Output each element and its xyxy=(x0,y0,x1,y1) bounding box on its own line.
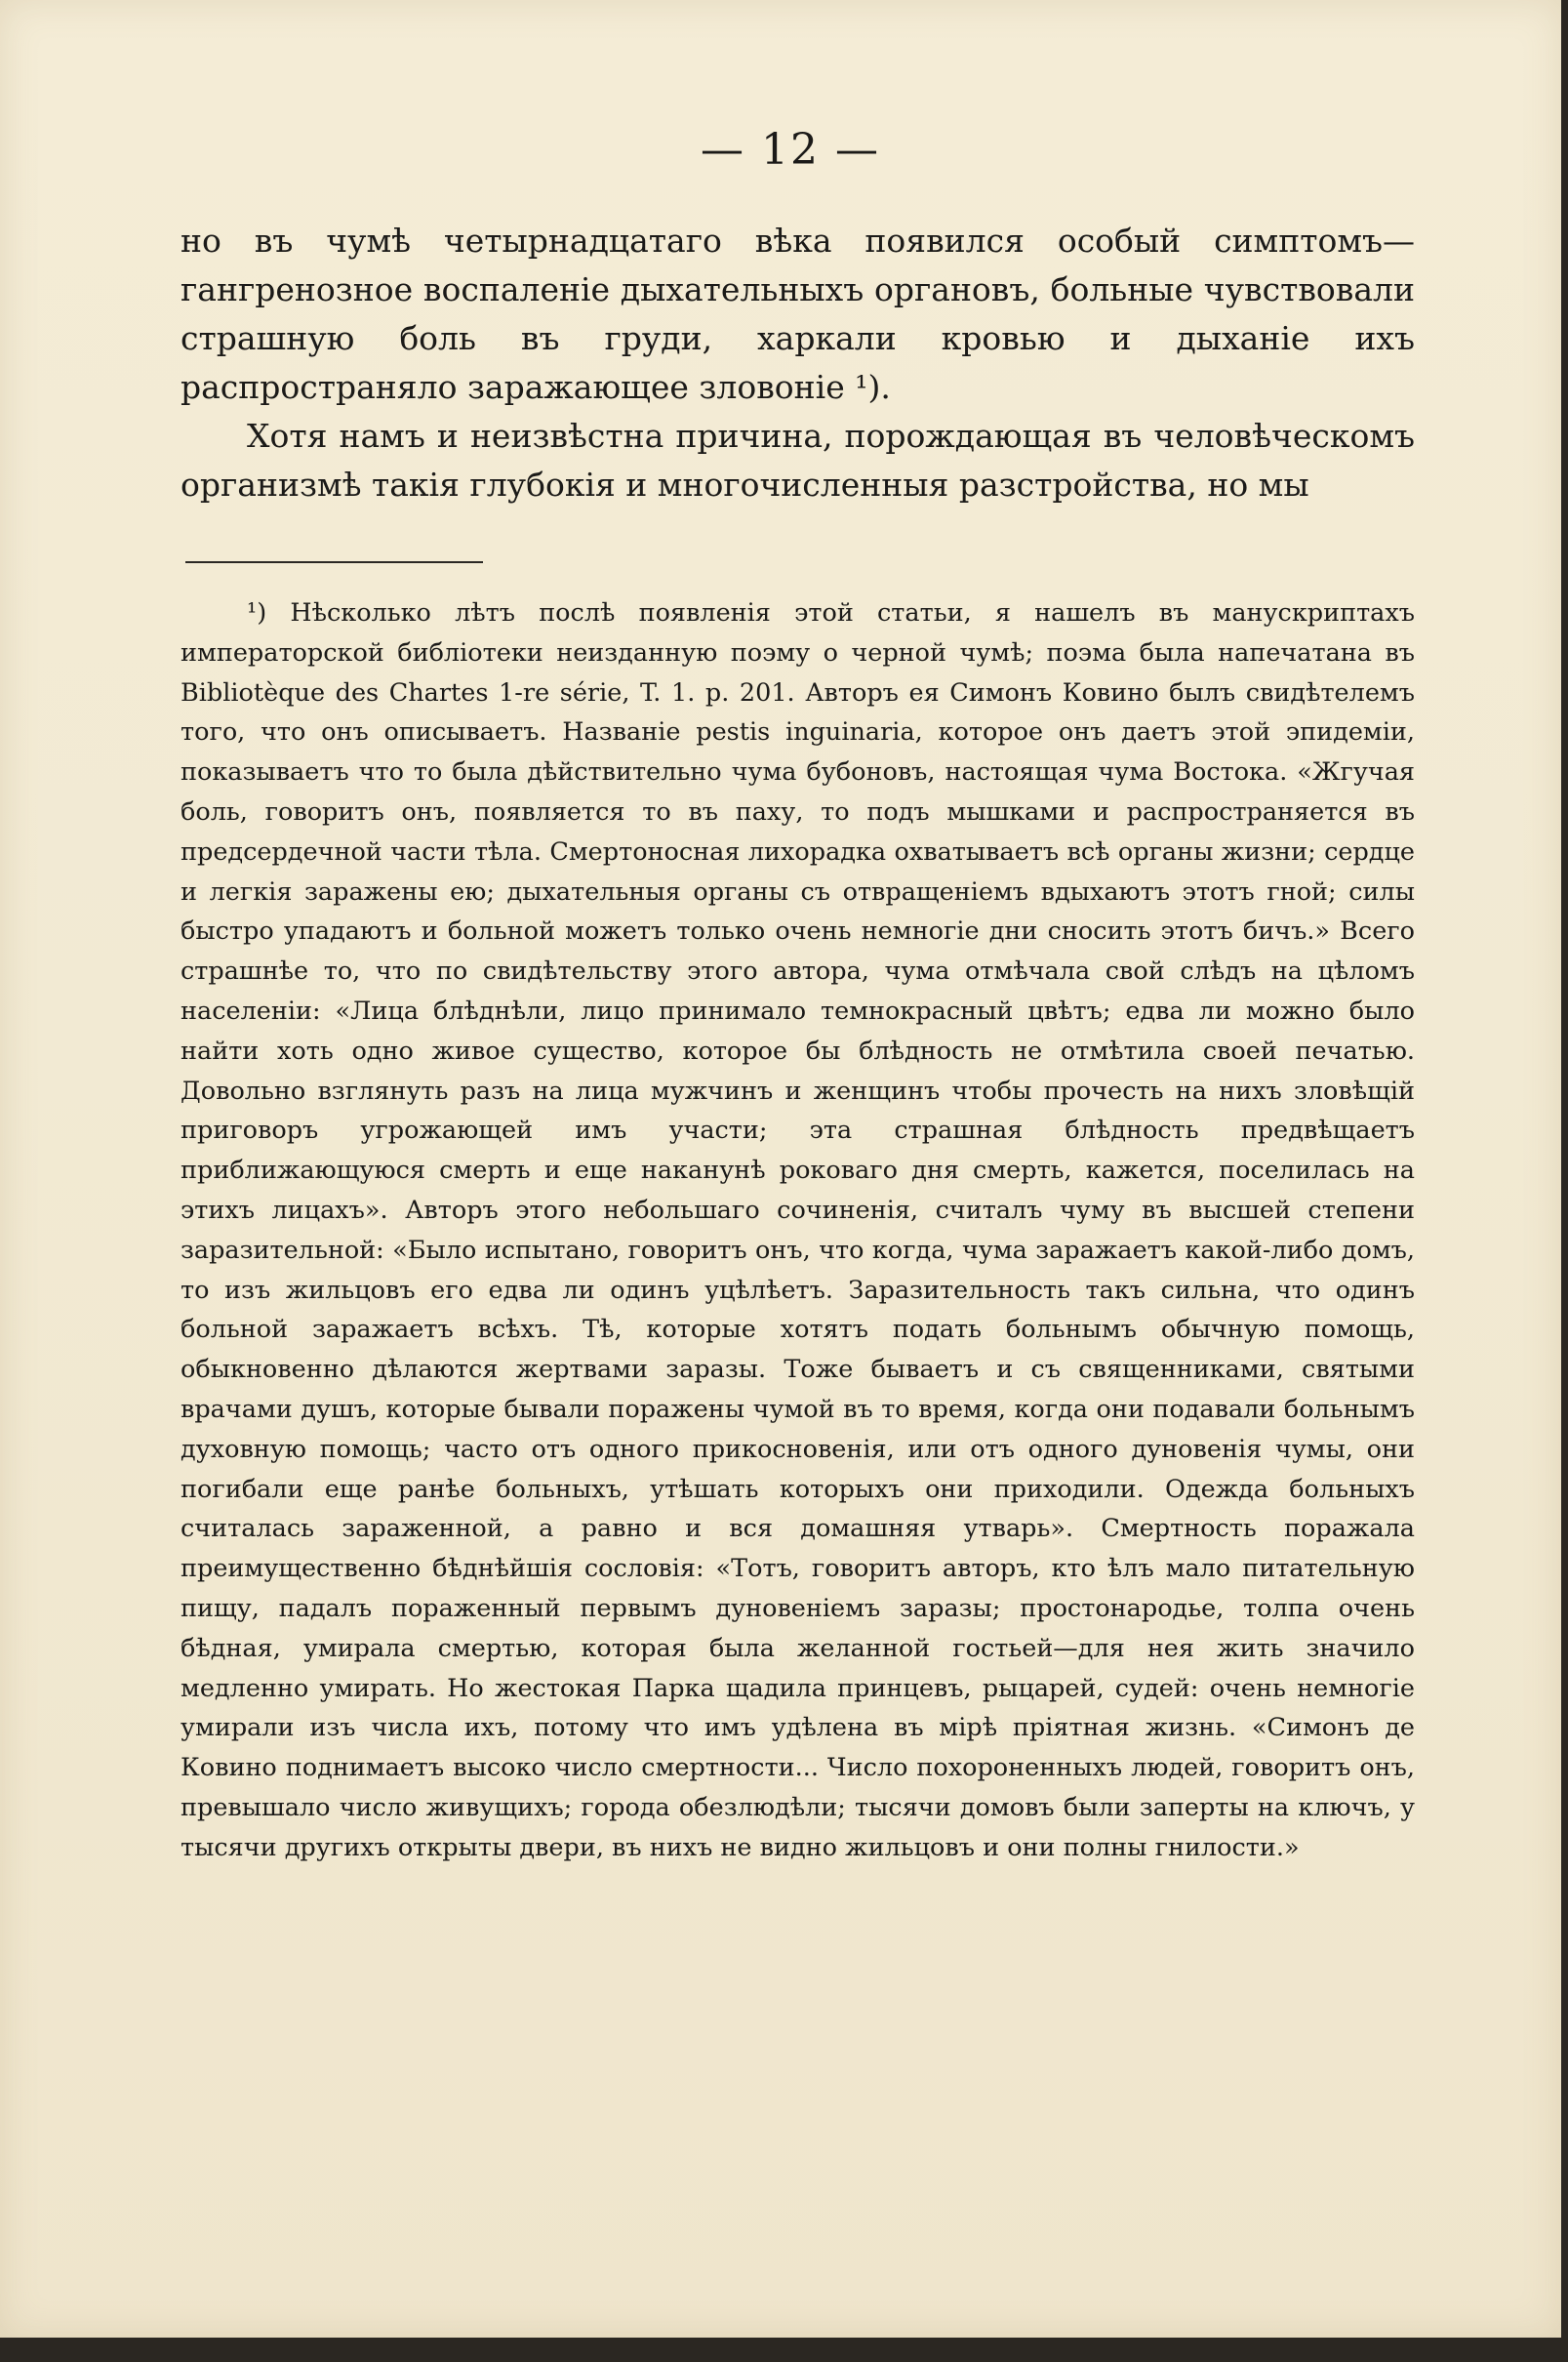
footnote-separator xyxy=(185,561,483,563)
paragraph-2: Хотя намъ и неизвѣстна причина, порождающая въ человѣческомъ организмѣ такія глубокія и многочисленныя разстройства, но мы xyxy=(181,417,1415,504)
page-number: — 12 — xyxy=(701,125,880,175)
paragraph-1: но въ чумѣ четырнадцатаго вѣка появился особый симптомъ—гангренозное воспаленіе дыхательныхъ органовъ, больные чувствовали страшную боль въ груди, харкали кровью и дыханіе ихъ распространяло заражающее зловоніе ¹). xyxy=(181,222,1415,406)
body-text xyxy=(181,217,1415,509)
footnote: ¹) Нѣсколько лѣтъ послѣ появленія этой статьи, я нашелъ въ манускриптахъ императорской библіотеки неизданную поэму о черной чумѣ; поэма была напечатана въ Bibliotèque des Chartes 1-re série, T. 1. p. 201. Авторъ ея Симонъ Ковино былъ свидѣтелемъ того, что онъ описываетъ. Названіе pestis inguinaria, которое онъ даетъ этой эпидеміи, показываетъ что то была дѣйствительно чума бубоновъ, настоящая чума Востока. «Жгучая боль, говоритъ онъ, появляется то въ паху, то подъ мышками и распространяется въ предсердечной части тѣла. Смертоносная лихорадка охватываетъ всѣ органы жизни; сердце и легкія заражены ею; дыхательныя органы съ отвращеніемъ вдыхаютъ этотъ гной; силы быстро упадаютъ и больной можетъ только очень немногіе дни сносить этотъ бичъ.» Всего страшнѣе то, что по свидѣтельству этого автора, чума отмѣчала свой слѣдъ на цѣломъ населеніи: «Лица блѣднѣли, лицо принимало темнокрасный цвѣтъ; едва ли можно было найти хоть одно живое существо, которое бы блѣдность не отмѣтила своей печатью. Довольно взглянуть разъ на лица мужчинъ и женщинъ чтобы прочесть на нихъ зловѣщій приговоръ угрожающей имъ участи; эта страшная блѣдность предвѣщаетъ приближающуюся смерть и еще наканунѣ роковаго дня смерть, кажется, поселилась на этихъ лицахъ». Авторъ этого небольшаго сочиненія, считалъ чуму въ высшей степени заразительной: «Было испытано, говоритъ онъ, что когда, чума заражаетъ какой-либо домъ, то изъ жильцовъ его едва ли одинъ уцѣлѣетъ. Заразительность такъ сильна, что одинъ больной заражаетъ всѣхъ. Тѣ, которые хотятъ подать больнымъ обычную помощь, обыкновенно дѣлаются жертвами заразы. Тоже бываетъ и съ священниками, святыми врачами душъ, которые бывали поражены чумой въ то время, когда они подавали больнымъ духовную помощь; часто отъ одного прикосновенія, или отъ одного дуновенія чумы, они погибали еще ранѣе больныхъ, утѣшать которыхъ они приходили. Одежда больныхъ считалась зараженной, а равно и вся домашняя утварь». Смертность поражала преимущественно бѣднѣйшія сословія: «Тотъ, говоритъ авторъ, кто ѣлъ мало питательную пищу, падалъ пораженный первымъ дуновеніемъ заразы; простонародье, толпа очень бѣдная, умирала смертью, которая была желанной гостьей—для нея жить значило медленно умирать. Но жестокая Парка щадила принцевъ, рыцарей, судей: очень немногіе умирали изъ числа ихъ, потому что имъ удѣлена въ мірѣ пріятная жизнь. «Симонъ де Ковино поднимаетъ высоко число смертности... Число похороненныхъ людей, говоритъ онъ, превышало число живущихъ; города обезлюдѣли; тысячи домовъ были заперты на ключъ, у тысячи другихъ открыты двери, въ нихъ не видно жильцовъ и они полны гнилости.» xyxy=(181,598,1415,1862)
